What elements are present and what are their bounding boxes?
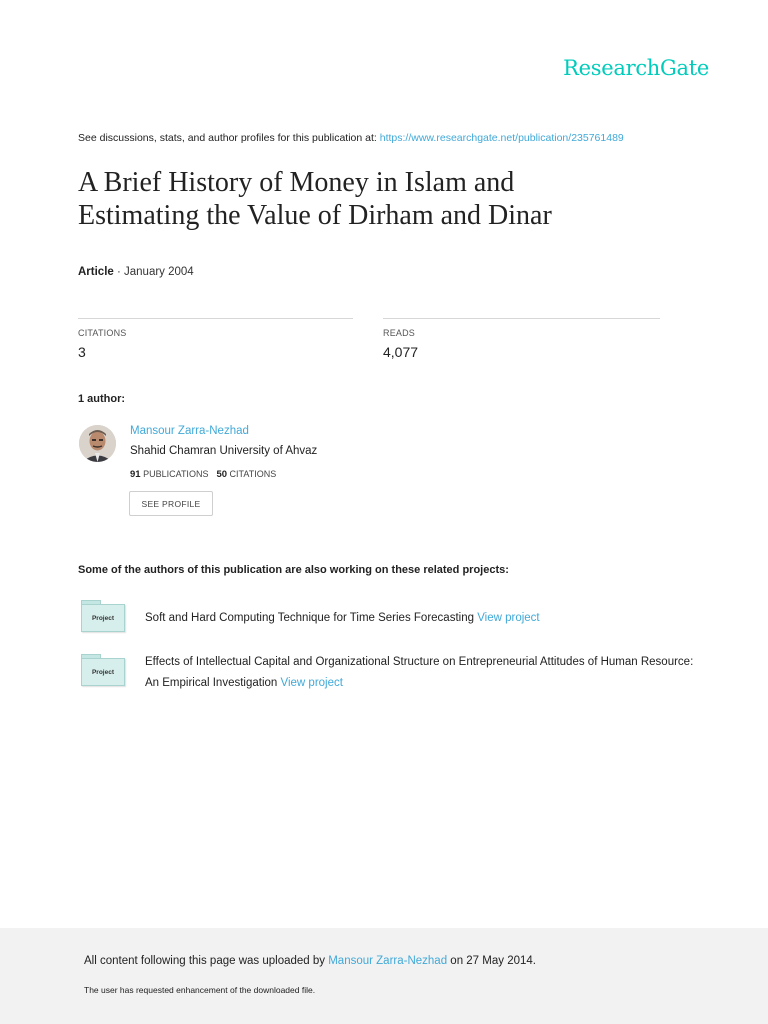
- project-folder-icon: [81, 600, 125, 632]
- reads-stat: [383, 318, 660, 360]
- upload-footer: [0, 928, 768, 1024]
- researchgate-logo[interactable]: ResearchGate: [563, 56, 709, 80]
- project-icon-label: Project: [91, 614, 115, 622]
- author-publications-label: PUBLICATIONS: [143, 469, 209, 479]
- reads-value: 4,077: [383, 344, 419, 360]
- title-line-2: Estimating the Value of Dirham and Dinar: [78, 200, 552, 231]
- publication-date: · January 2004: [113, 266, 194, 278]
- citations-stat: [78, 318, 353, 360]
- publication-meta: [78, 266, 194, 278]
- discussion-text: See discussions, stats, and author profiles for this publication at:: [78, 132, 380, 144]
- title-line-1: A Brief History of Money in Islam and: [78, 167, 515, 198]
- author-publications-count: 91: [130, 469, 141, 480]
- view-project-link[interactable]: View project: [280, 677, 343, 689]
- publication-title: [78, 166, 698, 232]
- related-project-1: [145, 608, 695, 629]
- related-projects-heading: Some of the authors of this publication are also working on these related projects:: [78, 564, 509, 576]
- upload-suffix: on 27 May 2014.: [447, 955, 536, 967]
- project-icon-label: Project: [91, 668, 115, 676]
- avatar-portrait-icon: [79, 425, 116, 462]
- discussion-line: [78, 132, 624, 144]
- publication-type: Article: [78, 266, 114, 278]
- project-title: Effects of Intellectual Capital and Organizational Structure on Entrepreneurial Attitudes of Human Resource: An Empirical Investigation: [145, 656, 694, 689]
- reads-label: READS: [383, 328, 416, 338]
- project-folder-icon: [81, 654, 125, 686]
- author-name-link[interactable]: Mansour Zarra-Nezhad: [130, 425, 249, 437]
- author-avatar[interactable]: [79, 425, 116, 462]
- enhancement-note: The user has requested enhancement of the downloaded file.: [84, 985, 316, 995]
- author-institution: Shahid Chamran University of Ahvaz: [130, 445, 318, 457]
- citations-value: 3: [78, 344, 86, 360]
- author-citations-label: CITATIONS: [229, 469, 277, 479]
- citations-label: CITATIONS: [78, 328, 127, 338]
- authors-heading: 1 author:: [78, 393, 126, 405]
- upload-info: [84, 955, 536, 967]
- related-project-2: [145, 652, 695, 694]
- project-title: Soft and Hard Computing Technique for Time Series Forecasting: [145, 612, 478, 624]
- author-citations-count: 50: [216, 469, 228, 480]
- see-profile-button[interactable]: SEE PROFILE: [129, 491, 213, 516]
- uploader-link[interactable]: Mansour Zarra-Nezhad: [328, 955, 448, 967]
- view-project-link[interactable]: View project: [477, 612, 540, 624]
- upload-prefix: All content following this page was uploaded by: [84, 955, 329, 967]
- author-stats: [130, 469, 276, 480]
- publication-url-link[interactable]: https://www.researchgate.net/publication/235761489: [379, 132, 624, 144]
